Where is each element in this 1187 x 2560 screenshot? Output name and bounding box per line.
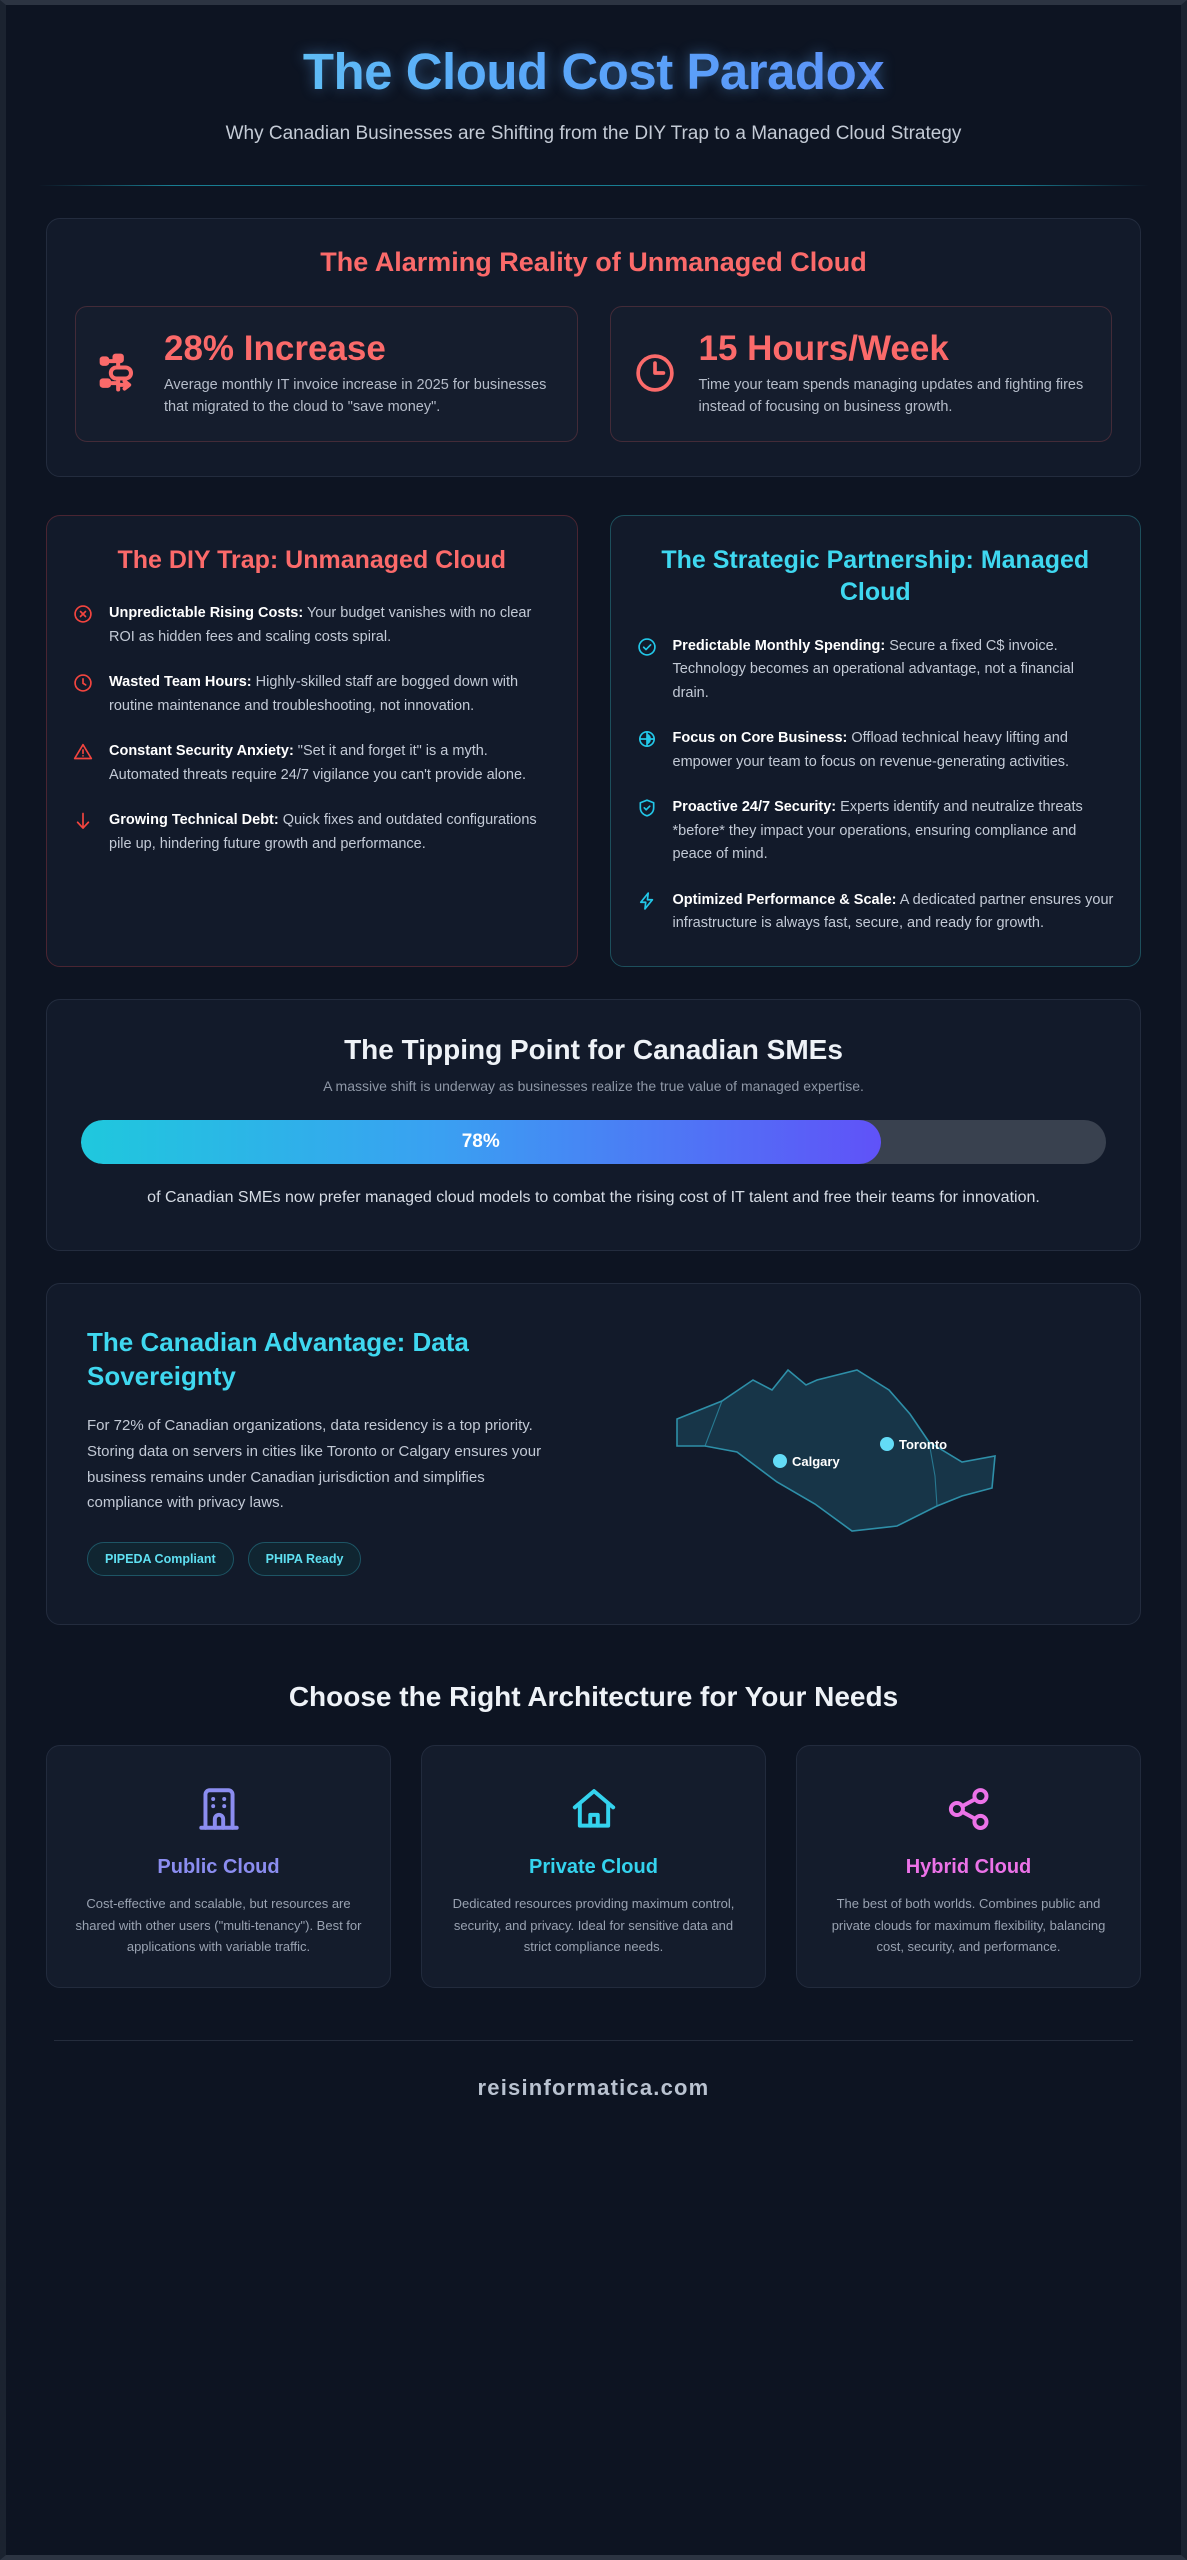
list-item-body: Offload technical heavy lifting and empower your team to focus on revenue-generating activities. (672, 730, 1070, 770)
badge-phipa[interactable]: PHIPA Ready (248, 1542, 362, 1576)
check-circle-icon (637, 635, 659, 705)
list-item-text (109, 809, 551, 856)
list-item-body: Experts identify and neutralize threats *before* they impact your operations, ensuring compliance and peace of mind. (672, 799, 1083, 863)
architecture-card-title: Public Cloud (157, 1856, 280, 1879)
column-title: The Strategic Partnership: Managed Cloud (661, 545, 1090, 607)
list-item (73, 740, 551, 787)
list-item-body: "Set it and forget it" is a myth. Automated threats require 24/7 vigilance you can't provide alone. (109, 743, 527, 783)
page-title: The Cloud Cost Paradox (66, 41, 1121, 102)
stat-value: 15 Hours/Week (698, 328, 949, 368)
list-item (637, 889, 1115, 936)
list-item-text (109, 740, 551, 787)
progress-bar-label: 78% (461, 1130, 500, 1152)
canadian-advantage-section (46, 1283, 1141, 1625)
share-nodes-icon (819, 1780, 1118, 1838)
compliance-badge-row (87, 1542, 542, 1576)
page-subtitle: Why Canadian Businesses are Shifting from the DIY Trap to a Managed Cloud Strategy (225, 123, 962, 145)
network-nodes-icon (98, 329, 144, 400)
city-label-toronto: Toronto (899, 1437, 948, 1453)
office-building-icon (69, 1780, 368, 1838)
list-item-text (109, 671, 551, 718)
list-item (73, 809, 551, 856)
list-item (637, 796, 1115, 866)
list-item-text (109, 602, 551, 649)
list-item-label: Growing Technical Debt: (109, 812, 279, 829)
clock-icon (633, 329, 679, 400)
stat-value: 28% Increase (164, 328, 386, 368)
city-dot-calgary (773, 1454, 787, 1468)
list-item-label: Constant Security Anxiety: (109, 743, 294, 760)
architecture-card-private[interactable] (421, 1745, 766, 1988)
tipping-point-title: The Tipping Point for Canadian SMEs (344, 1033, 843, 1065)
city-dot-toronto (880, 1437, 894, 1451)
canada-map-svg (667, 1356, 997, 1546)
comparison-section (46, 515, 1141, 967)
canada-map (564, 1356, 1100, 1546)
list-item (637, 727, 1115, 774)
diy-trap-column (46, 515, 578, 967)
target-icon (637, 727, 659, 774)
tipping-point-footnote: of Canadian SMEs now prefer managed cloud models to combat the rising cost of IT talent and free their teams for innovation. (147, 1188, 1040, 1206)
architecture-card-title: Hybrid Cloud (905, 1856, 1032, 1879)
header-divider (38, 185, 1149, 186)
list-item-label: Unpredictable Rising Costs: (109, 605, 304, 622)
tipping-point-subtitle: A massive shift is underway as businesses realize the true value of managed expertise. (323, 1077, 864, 1094)
architecture-heading: Choose the Right Architecture for Your Needs (288, 1681, 899, 1713)
stat-card (610, 306, 1113, 442)
badge-pipeda[interactable]: PIPEDA Compliant (87, 1542, 234, 1576)
shield-check-icon (637, 796, 659, 866)
list-item-body: Highly-skilled staff are bogged down with routine maintenance and troubleshooting, not innovation. (109, 674, 519, 714)
progress-bar-track (81, 1120, 1106, 1164)
architecture-card-description: The best of both worlds. Combines public and private clouds for maximum flexibility, balancing cost, security, and performance. (831, 1896, 1106, 1955)
architecture-card-description: Dedicated resources providing maximum control, security, and privacy. Ideal for sensitive data and strict compliance needs. (452, 1896, 735, 1955)
canada-landmass (677, 1370, 995, 1531)
progress-bar-fill (81, 1120, 881, 1164)
footer-site-name: reisinformatica.com (477, 2075, 710, 2101)
list-item-body: Quick fixes and outdated configurations pile up, hindering future growth and performance. (109, 812, 537, 852)
list-item-label: Predictable Monthly Spending: (672, 637, 886, 654)
advantage-text-block (87, 1326, 542, 1576)
city-label-calgary: Calgary (792, 1454, 840, 1470)
stat-card-row (75, 306, 1112, 442)
list-item-body: Secure a fixed C$ invoice. Technology becomes an operational advantage, not a financial drain. (672, 637, 1074, 701)
advantage-description: For 72% of Canadian organizations, data residency is a top priority. Storing data on servers in cities like Toronto or Calgary ensures your business remains under Canadian jurisdiction and simplifies compliance with privacy laws. (87, 1416, 542, 1512)
tipping-point-section (46, 999, 1141, 1252)
stat-description: Average monthly IT invoice increase in 2025 for businesses that migrated to the cloud to "save money". (164, 376, 547, 416)
x-circle-icon (73, 602, 95, 649)
list-item-text (673, 635, 1115, 705)
stat-card (75, 306, 578, 442)
list-item-body: A dedicated partner ensures your infrastructure is always fast, secure, and ready for growth. (672, 891, 1114, 932)
clock-icon (73, 671, 95, 718)
list-item (73, 602, 551, 649)
architecture-card-title: Private Cloud (529, 1856, 658, 1879)
home-icon (444, 1780, 743, 1838)
list-item-label: Optimized Performance & Scale: (672, 891, 897, 908)
advantage-title: The Canadian Advantage: Data Sovereignty (87, 1327, 469, 1391)
stat-description: Time your team spends managing updates and fighting fires instead of focusing on business growth. (698, 376, 1084, 416)
list-item-label: Focus on Core Business: (672, 730, 848, 747)
list-item-text (673, 796, 1115, 866)
list-item-body: Your budget vanishes with no clear ROI as hidden fees and scaling costs spiral. (109, 605, 532, 645)
column-title: The DIY Trap: Unmanaged Cloud (117, 545, 506, 574)
managed-cloud-column (610, 515, 1142, 967)
list-item-label: Proactive 24/7 Security: (672, 799, 837, 816)
arrow-down-icon (73, 809, 95, 856)
architecture-card-row (46, 1745, 1141, 1988)
header (26, 5, 1161, 149)
alert-triangle-icon (73, 740, 95, 787)
list-item-text (673, 727, 1115, 774)
alarming-reality-section (46, 218, 1141, 477)
architecture-card-description: Cost-effective and scalable, but resources are shared with other users ("multi-tenancy"). Best for applications with variable traffic. (75, 1896, 362, 1955)
alarming-heading: The Alarming Reality of Unmanaged Cloud (320, 246, 867, 277)
list-item-label: Wasted Team Hours: (109, 674, 252, 691)
list-item (73, 671, 551, 718)
architecture-card-public[interactable] (46, 1745, 391, 1988)
list-item-text (673, 889, 1115, 936)
list-item (637, 635, 1115, 705)
architecture-card-hybrid[interactable] (796, 1745, 1141, 1988)
lightning-bolt-icon (637, 889, 659, 936)
